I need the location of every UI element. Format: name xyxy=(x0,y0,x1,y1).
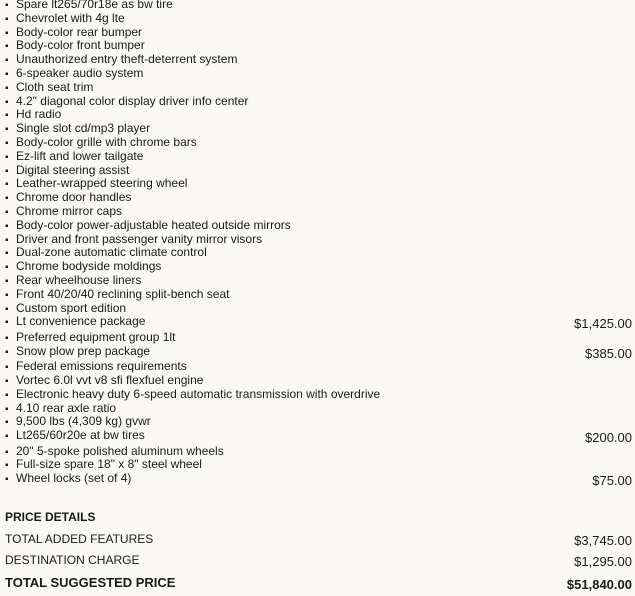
feature-label xyxy=(5,471,131,485)
feature-label xyxy=(5,204,122,218)
bullet-icon: ▪ xyxy=(5,248,9,260)
bullet-icon: ▪ xyxy=(5,275,9,287)
feature-item xyxy=(0,331,635,345)
bullet-icon: ▪ xyxy=(5,124,9,136)
destination-charge-label: DESTINATION CHARGE xyxy=(5,553,140,567)
feature-item xyxy=(0,345,635,361)
feature-label xyxy=(5,401,116,415)
feature-item xyxy=(0,108,635,122)
feature-text: Ez-lift and lower tailgate xyxy=(16,148,144,163)
feature-price: $1,425.00 xyxy=(574,316,632,332)
feature-text: Spare lt265/70r18e as bw tire xyxy=(16,0,173,11)
feature-item xyxy=(0,177,635,191)
feature-item xyxy=(0,136,635,150)
feature-item xyxy=(0,360,635,374)
feature-text: Chrome door handles xyxy=(16,190,132,205)
bullet-icon: ▪ xyxy=(5,332,9,344)
total-added-features-row xyxy=(0,530,635,551)
feature-item xyxy=(0,429,635,445)
feature-text: Cloth seat trim xyxy=(16,79,94,94)
feature-text: Chrome bodyside moldings xyxy=(16,259,162,274)
feature-text: Body-color grille with chrome bars xyxy=(16,134,197,149)
feature-text: Wheel locks (set of 4) xyxy=(16,471,132,486)
feature-item xyxy=(0,374,635,388)
feature-item xyxy=(0,12,635,26)
total-suggested-price-row xyxy=(0,572,635,592)
feature-text: Chrome mirror caps xyxy=(16,203,123,218)
feature-item xyxy=(0,219,635,233)
bullet-icon: ▪ xyxy=(5,110,9,122)
bullet-icon: ▪ xyxy=(5,165,9,177)
bullet-icon: ▪ xyxy=(5,96,9,108)
bullet-icon: ▪ xyxy=(5,262,9,274)
feature-text: 4.10 rear axle ratio xyxy=(16,400,117,415)
feature-label xyxy=(5,107,61,121)
feature-label xyxy=(5,38,145,52)
feature-item xyxy=(0,191,635,205)
bullet-icon: ▪ xyxy=(5,179,9,191)
bullet-icon: ▪ xyxy=(5,474,9,486)
feature-label xyxy=(5,428,145,442)
feature-item xyxy=(0,472,635,488)
feature-text: Lt265/60r20e at bw tires xyxy=(16,428,145,443)
feature-text: Front 40/20/40 reclining split-bench seat xyxy=(16,286,230,301)
bullet-icon: ▪ xyxy=(5,82,9,94)
feature-label xyxy=(5,273,141,287)
price-details xyxy=(0,510,635,592)
feature-text: 20" 5-spoke polished aluminum wheels xyxy=(16,443,224,458)
feature-text: 4.2" diagonal color display driver info center xyxy=(16,93,249,108)
feature-text: Single slot cd/mp3 player xyxy=(16,121,151,136)
feature-text: Hd radio xyxy=(16,107,62,122)
bullet-icon: ▪ xyxy=(5,317,9,329)
feature-text: Full-size spare 18" x 8" steel wheel xyxy=(16,457,202,472)
bullet-icon: ▪ xyxy=(5,206,9,218)
bullet-icon: ▪ xyxy=(5,55,9,67)
feature-item xyxy=(0,67,635,81)
feature-text: Federal emissions requirements xyxy=(16,359,187,374)
bullet-icon: ▪ xyxy=(5,0,9,11)
feature-item xyxy=(0,274,635,288)
feature-item xyxy=(0,315,635,331)
feature-text: Body-color power-adjustable heated outside mirrors xyxy=(16,217,291,232)
feature-label xyxy=(5,80,93,94)
total-suggested-price-label: TOTAL SUGGESTED PRICE xyxy=(5,575,176,590)
feature-text: Body-color rear bumper xyxy=(16,24,143,39)
feature-text: Electronic heavy duty 6-speed automatic transmission with overdrive xyxy=(16,386,381,401)
feature-text: 6-speaker audio system xyxy=(16,65,144,80)
feature-label xyxy=(5,66,143,80)
feature-item xyxy=(0,402,635,416)
bullet-icon: ▪ xyxy=(5,193,9,205)
total-added-features-value: $3,745.00 xyxy=(574,533,632,548)
feature-label xyxy=(5,344,150,358)
feature-label xyxy=(5,245,207,259)
feature-text: Dual-zone automatic climate control xyxy=(16,245,207,260)
feature-item xyxy=(0,164,635,178)
feature-label xyxy=(5,163,129,177)
price-details-heading: PRICE DETAILS xyxy=(5,510,96,524)
bullet-icon: ▪ xyxy=(5,220,9,232)
feature-item xyxy=(0,260,635,274)
bullet-icon: ▪ xyxy=(5,375,9,387)
feature-label xyxy=(5,135,197,149)
bullet-icon: ▪ xyxy=(5,460,9,472)
feature-label xyxy=(5,387,380,401)
feature-text: Leather-wrapped steering wheel xyxy=(16,176,188,191)
feature-item xyxy=(0,233,635,247)
bullet-icon: ▪ xyxy=(5,431,9,443)
feature-item xyxy=(0,26,635,40)
feature-label xyxy=(5,414,151,428)
bullet-icon: ▪ xyxy=(5,389,9,401)
feature-text: Body-color front bumper xyxy=(16,38,145,53)
feature-text: Snow plow prep package xyxy=(16,343,151,358)
bullet-icon: ▪ xyxy=(5,13,9,25)
feature-label xyxy=(5,259,161,273)
feature-label xyxy=(5,373,203,387)
feature-label xyxy=(5,149,143,163)
bullet-icon: ▪ xyxy=(5,446,9,458)
feature-label xyxy=(5,232,262,246)
feature-label xyxy=(5,94,248,108)
bullet-icon: ▪ xyxy=(5,346,9,358)
feature-label xyxy=(5,314,145,328)
bullet-icon: ▪ xyxy=(5,68,9,80)
bullet-icon: ▪ xyxy=(5,137,9,149)
feature-price: $200.00 xyxy=(585,430,632,446)
feature-item xyxy=(0,445,635,459)
total-suggested-price-value: $51,840.00 xyxy=(566,577,632,592)
feature-text: Rear wheelhouse liners xyxy=(16,272,142,287)
bullet-icon: ▪ xyxy=(5,303,9,315)
bullet-icon: ▪ xyxy=(5,27,9,39)
bullet-icon: ▪ xyxy=(5,403,9,415)
feature-label xyxy=(5,0,173,11)
destination-charge-row xyxy=(0,551,635,572)
feature-label xyxy=(5,218,291,232)
bullet-icon: ▪ xyxy=(5,234,9,246)
feature-label xyxy=(5,457,202,471)
feature-text: Vortec 6.0l vvt v8 sfi flexfuel engine xyxy=(16,372,204,387)
feature-item xyxy=(0,205,635,219)
feature-item xyxy=(0,95,635,109)
destination-charge-value: $1,295.00 xyxy=(574,554,632,569)
feature-item xyxy=(0,246,635,260)
feature-text: Driver and front passenger vanity mirror visors xyxy=(16,231,263,246)
feature-text: Custom sport edition xyxy=(16,300,127,315)
feature-text: Preferred equipment group 1lt xyxy=(16,329,176,344)
bullet-icon: ▪ xyxy=(5,362,9,374)
feature-label xyxy=(5,330,175,344)
feature-label xyxy=(5,444,224,458)
feature-item xyxy=(0,388,635,402)
feature-label xyxy=(5,11,125,25)
feature-item xyxy=(0,39,635,53)
total-added-features-label: TOTAL ADDED FEATURES xyxy=(5,532,154,546)
bullet-icon: ▪ xyxy=(5,151,9,163)
feature-label xyxy=(5,176,187,190)
bullet-icon: ▪ xyxy=(5,289,9,301)
feature-text: Chevrolet with 4g lte xyxy=(16,10,125,25)
feature-price: $385.00 xyxy=(585,345,632,361)
feature-label xyxy=(5,190,131,204)
feature-label xyxy=(5,287,229,301)
feature-label xyxy=(5,359,187,373)
feature-item xyxy=(0,53,635,67)
feature-item xyxy=(0,288,635,302)
feature-item xyxy=(0,150,635,164)
feature-item xyxy=(0,81,635,95)
feature-price: $75.00 xyxy=(592,473,632,489)
feature-text: 9,500 lbs (4,309 kg) gvwr xyxy=(16,414,151,429)
feature-label xyxy=(5,121,150,135)
feature-text: Unauthorized entry theft-deterrent system xyxy=(16,52,238,67)
feature-label xyxy=(5,25,142,39)
bullet-icon: ▪ xyxy=(5,417,9,429)
feature-text: Digital steering assist xyxy=(16,162,130,177)
feature-text: Lt convenience package xyxy=(16,314,146,329)
feature-label xyxy=(5,301,126,315)
feature-item xyxy=(0,122,635,136)
feature-label xyxy=(5,52,237,66)
bullet-icon: ▪ xyxy=(5,41,9,53)
